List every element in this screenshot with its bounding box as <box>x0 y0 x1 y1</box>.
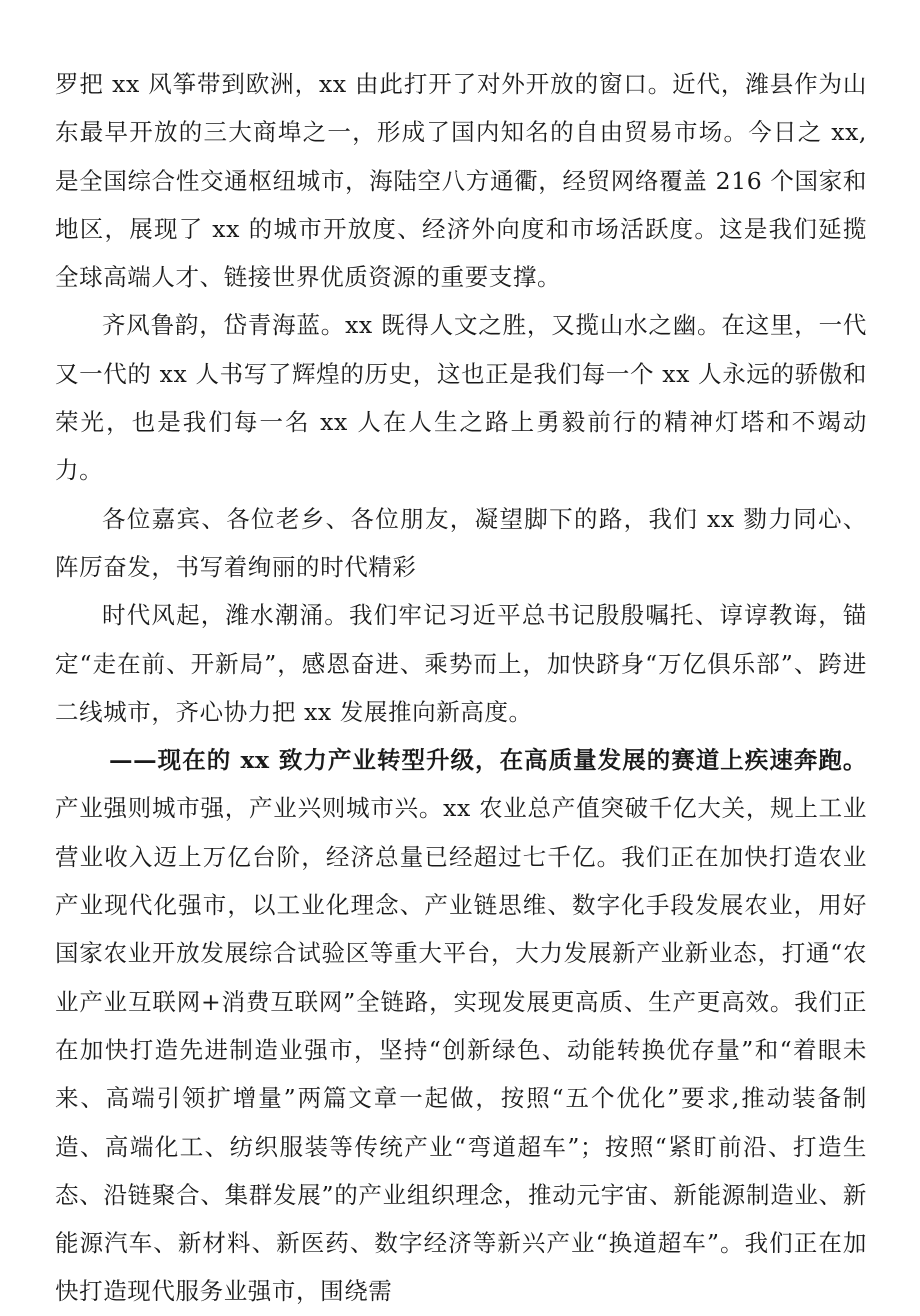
paragraph-text: 时代风起，潍水潮涌。我们牢记习近平总书记殷殷嘱托、谆谆教诲，锚定“走在前、开新局”，感恩奋进、乘势而上，加快跻身“万亿俱乐部”、跨进二线城市，齐心协力把 xx 发展推向新高度。 <box>55 601 867 726</box>
paragraph-era <box>55 591 867 736</box>
paragraph-heading-bold: ——现在的 xx 致力产业转型升级，在高质量发展的赛道上疾速奔跑。 <box>109 746 867 775</box>
paragraph-text: 罗把 xx 风筝带到欧洲，xx 由此打开了对外开放的窗口。近代，潍县作为山东最早开放的三大商埠之一，形成了国内知名的自由贸易市场。今日之 xx,是全国综合性交通枢纽城市，海陆空八方通衢，经贸网络覆盖 216 个国家和地区，展现了 xx 的城市开放度、经济外向度和市场活跃度。这是我们延揽全球高端人才、链接世界优质资源的重要支撑。 <box>55 70 867 292</box>
paragraph-text: 齐风鲁韵，岱青海蓝。xx 既得人文之胜，又揽山水之幽。在这里，一代又一代的 xx 人书写了辉煌的历史，这也正是我们每一个 xx 人永远的骄傲和荣光，也是我们每一名 xx 人在人生之路上勇毅前行的精神灯塔和不竭动力。 <box>55 311 867 485</box>
paragraph-text: 产业强则城市强，产业兴则城市兴。xx 农业总产值突破千亿大关，规上工业营业收入迈上万亿台阶，经济总量已经超过七千亿。我们正在加快打造农业产业现代化强市，以工业化理念、产业链思维、数字化手段发展农业，用好国家农业开放发展综合试验区等重大平台，大力发展新产业新业态，打通“农业产业互联网+消费互联网”全链路，实现发展更高质、生产更高效。我们正在加快打造先进制造业强市，坚持“创新绿色、动能转换优存量”和“着眼未来、高端引领扩增量”两篇文章一起做，按照“五个优化”要求,推动装备制造、高端化工、纺织服装等传统产业“弯道超车”；按照“紧盯前沿、打造生态、沿链聚合、集群发展”的产业组织理念，推动元宇宙、新能源制造业、新能源汽车、新材料、新医药、数字经济等新兴产业“换道超车”。我们正在加快打造现代服务业强市，围绕需 <box>55 794 867 1306</box>
paragraph-greeting <box>55 495 867 592</box>
paragraph-text: 各位嘉宾、各位老乡、各位朋友，凝望脚下的路，我们 xx 勠力同心、阵厉奋发，书写着绚丽的时代精彩 <box>55 504 867 581</box>
paragraph-opening-continuation <box>55 60 867 301</box>
paragraph-culture <box>55 301 867 494</box>
paragraph-industry <box>55 736 867 1316</box>
document-page <box>55 60 867 1316</box>
